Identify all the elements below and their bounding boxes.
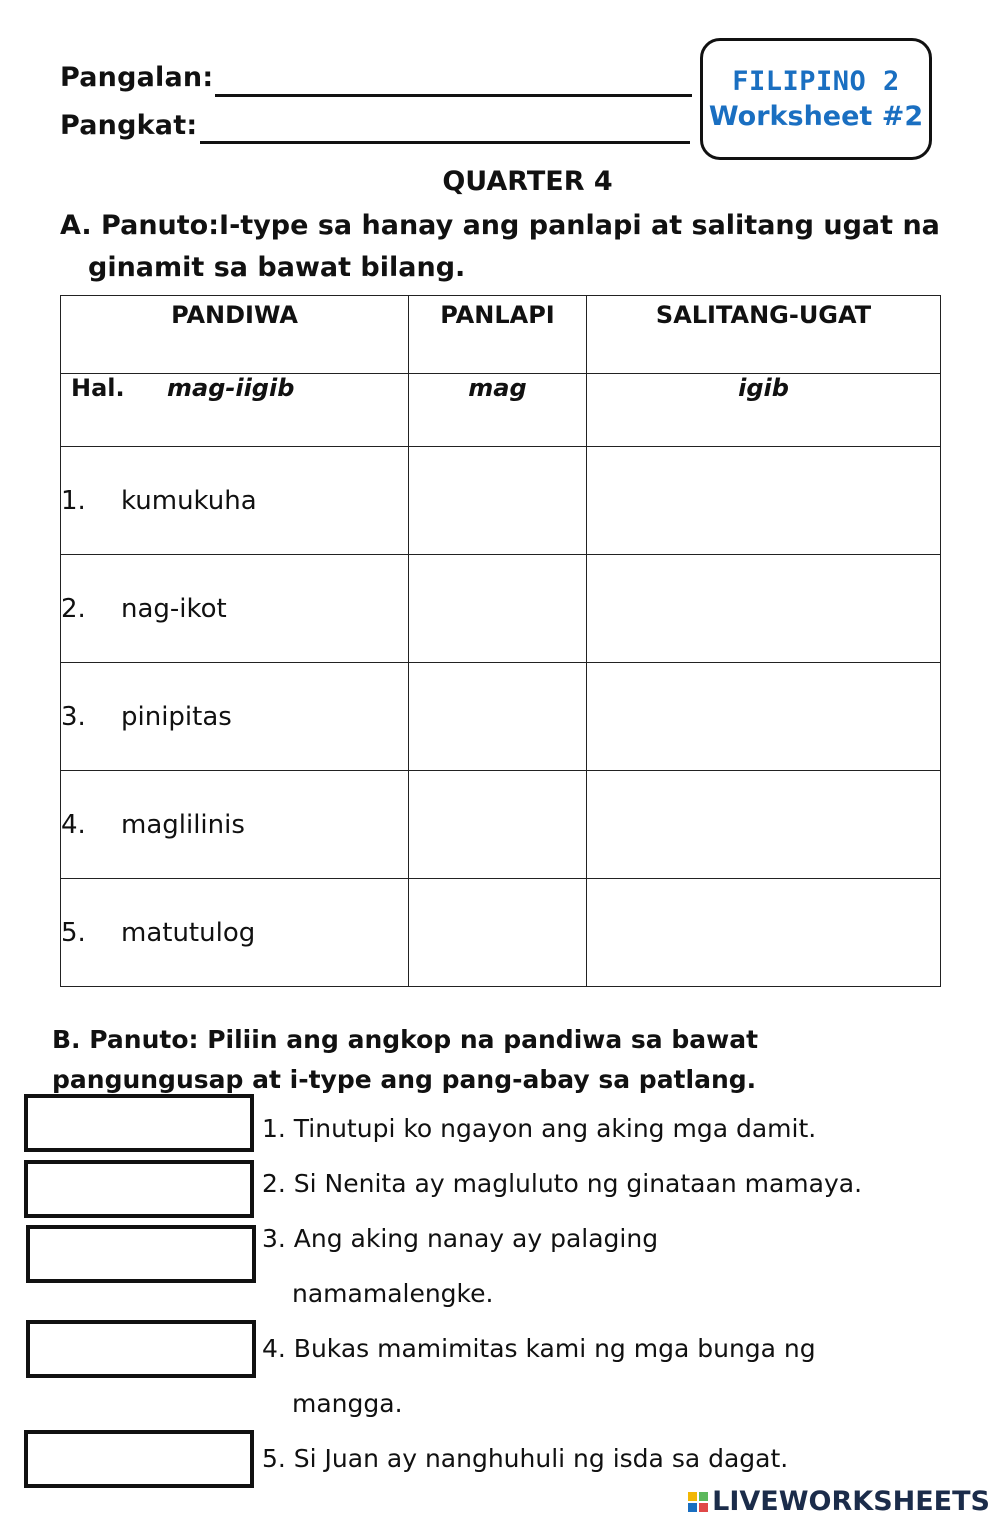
answer-box-3[interactable]	[26, 1225, 256, 1283]
example-salitang-ugat: igib	[587, 374, 941, 447]
salitang-ugat-answer-cell[interactable]	[587, 663, 941, 771]
table-row	[61, 771, 941, 879]
instruction-line: A. Panuto:I-type sa hanay ang panlapi at salitang ugat na	[60, 210, 940, 241]
row-number: 4.	[61, 809, 86, 840]
name-line	[215, 94, 692, 97]
row-number: 5.	[61, 917, 86, 948]
salitang-ugat-answer-cell[interactable]	[587, 771, 941, 879]
column-header-pandiwa: PANDIWA	[61, 296, 409, 374]
table-row	[61, 555, 941, 663]
panlapi-answer-cell[interactable]	[409, 879, 587, 987]
panlapi-answer-cell[interactable]	[409, 447, 587, 555]
answer-box-1[interactable]	[24, 1094, 254, 1152]
worksheet-title: Worksheet #2	[708, 101, 924, 132]
sentence-1: 1. Tinutupi ko ngayon ang aking mga damit.	[262, 1114, 817, 1143]
row-word: maglilinis	[121, 809, 245, 840]
row-number: 3.	[61, 701, 86, 732]
logo-squares-icon	[688, 1492, 708, 1512]
group-label: Pangkat:	[60, 110, 198, 141]
panlapi-answer-cell[interactable]	[409, 555, 587, 663]
sentence-2: 2. Si Nenita ay magluluto ng ginataan mamaya.	[262, 1169, 863, 1198]
sentence-5: 5. Si Juan ay nanghuhuli ng isda sa dagat.	[262, 1444, 789, 1473]
sentence-3-continued: namamalengke.	[292, 1279, 494, 1308]
row-word: pinipitas	[121, 701, 232, 732]
example-pandiwa: mag-iigib	[167, 374, 295, 402]
answer-table	[60, 295, 941, 987]
section-b-instruction	[52, 1020, 972, 1100]
section-a-instruction	[60, 205, 940, 289]
table-row	[61, 663, 941, 771]
answer-box-5[interactable]	[24, 1430, 254, 1488]
example-pandiwa-cell	[61, 374, 409, 447]
instruction-line: B. Panuto: Piliin ang angkop na pandiwa sa bawat	[52, 1025, 759, 1054]
column-header-salitang-ugat: SALITANG-UGAT	[587, 296, 941, 374]
column-header-panlapi: PANLAPI	[409, 296, 587, 374]
group-line	[200, 141, 690, 144]
sentence-4: 4. Bukas mamimitas kami ng mga bunga ng	[262, 1334, 816, 1363]
subject-title: FILIPINO 2	[732, 66, 900, 97]
table-row	[61, 879, 941, 987]
name-label: Pangalan:	[60, 62, 214, 93]
row-word: matutulog	[121, 917, 256, 948]
instruction-line: ginamit sa bawat bilang.	[88, 252, 466, 283]
panlapi-answer-cell[interactable]	[409, 771, 587, 879]
quarter-heading: QUARTER 4	[442, 166, 613, 197]
example-row	[61, 374, 941, 447]
answer-box-2[interactable]	[24, 1160, 254, 1218]
salitang-ugat-answer-cell[interactable]	[587, 447, 941, 555]
sentence-3: 3. Ang aking nanay ay palaging	[262, 1224, 659, 1253]
logo-text: LIVEWORKSHEETS	[712, 1486, 990, 1517]
row-word: kumukuha	[121, 485, 257, 516]
instruction-line: pangungusap at i-type ang pang-abay sa patlang.	[52, 1065, 757, 1094]
salitang-ugat-answer-cell[interactable]	[587, 555, 941, 663]
example-panlapi: mag	[409, 374, 587, 447]
salitang-ugat-answer-cell[interactable]	[587, 879, 941, 987]
row-number: 1.	[61, 485, 86, 516]
sentence-4-continued: mangga.	[292, 1389, 403, 1418]
table-row	[61, 447, 941, 555]
row-word: nag-ikot	[121, 593, 227, 624]
row-number: 2.	[61, 593, 86, 624]
panlapi-answer-cell[interactable]	[409, 663, 587, 771]
answer-box-4[interactable]	[26, 1320, 256, 1378]
title-box	[700, 38, 932, 160]
liveworksheets-logo	[688, 1486, 990, 1517]
example-prefix: Hal.	[71, 374, 125, 402]
